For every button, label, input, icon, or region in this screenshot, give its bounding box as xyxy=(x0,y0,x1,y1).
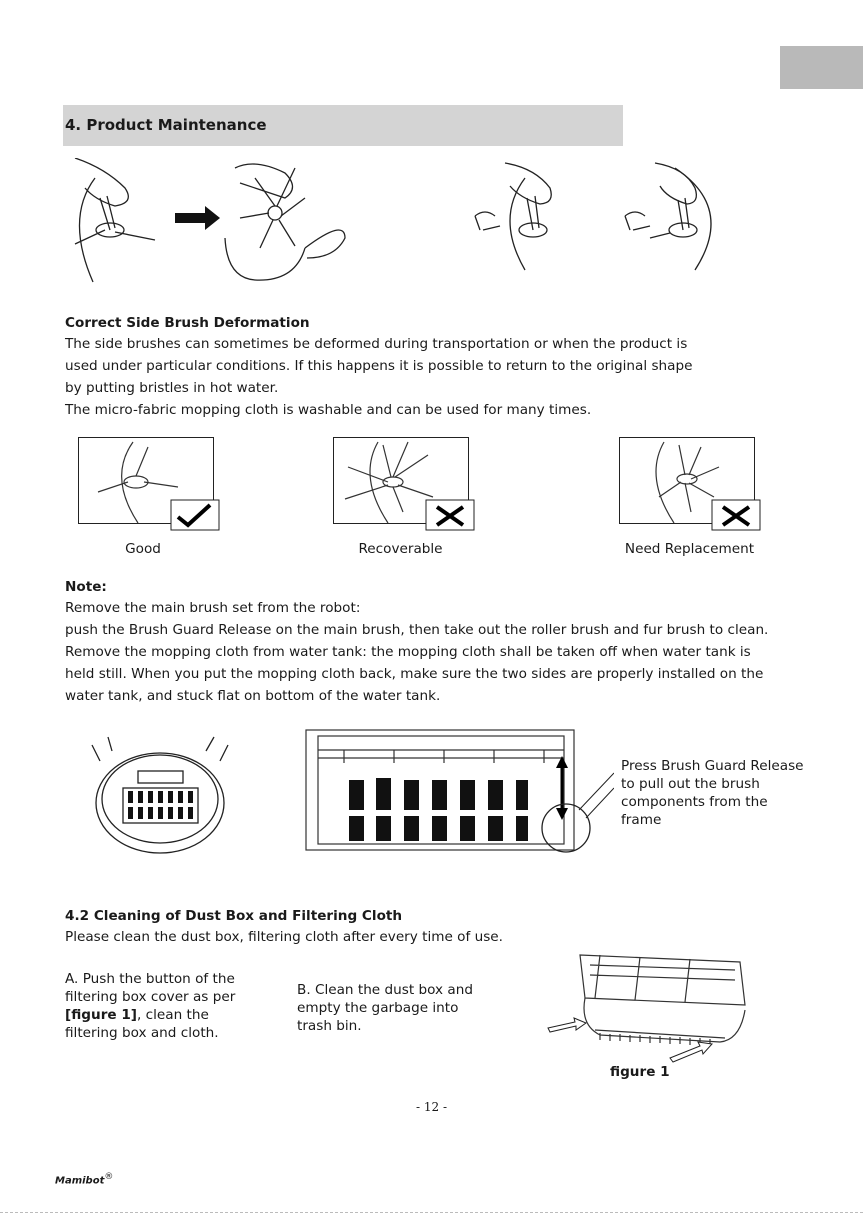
brand-name: Mamibot xyxy=(55,1175,105,1187)
condition-good-panel xyxy=(78,437,248,532)
page-tab-marker xyxy=(780,46,863,89)
note-line-5: water tank, and stuck flat on bottom of the water tank. xyxy=(65,688,441,704)
registered-mark: ® xyxy=(104,1172,114,1182)
note-line-3: Remove the mopping cloth from water tank: the mopping cloth shall be taken off when water tank is xyxy=(65,644,751,660)
note-line-2: push the Brush Guard Release on the main brush, then take out the roller brush and fur brush to clean. xyxy=(65,622,769,638)
deformation-heading: Correct Side Brush Deformation xyxy=(65,315,310,331)
note-heading: Note: xyxy=(65,579,107,595)
deformation-line-2: used under particular conditions. If this happens it is possible to return to the original shape xyxy=(65,358,693,374)
deformation-line-4: The micro-fabric mopping cloth is washable and can be used for many times. xyxy=(65,402,592,418)
figure-reference: [figure 1] xyxy=(65,1007,138,1023)
step-a-line-4: filtering box and cloth. xyxy=(65,1025,219,1041)
figure-caption: figure 1 xyxy=(610,1064,670,1080)
dustbox-heading: 4.2 Cleaning of Dust Box and Filtering Cloth xyxy=(65,908,403,924)
callout-line-4: frame xyxy=(621,812,662,828)
main-brush-frame-illustration xyxy=(304,728,614,858)
step-a-text xyxy=(65,970,235,1042)
dustbox-intro: Please clean the dust box, filtering cloth after every time of use. xyxy=(65,929,503,945)
step-b-line-3: trash bin. xyxy=(297,1018,362,1034)
step-b-line-1: B. Clean the dust box and xyxy=(297,982,473,998)
note-line-4: held still. When you put the mopping cloth back, make sure the two sides are properly installed on the xyxy=(65,666,764,682)
callout-line-2: to pull out the brush xyxy=(621,776,760,792)
condition-replacement-label: Need Replacement xyxy=(624,541,755,557)
brush-guard-callout xyxy=(621,757,804,829)
condition-good-label: Good xyxy=(125,541,161,557)
step-b-line-2: empty the garbage into xyxy=(297,1000,459,1016)
callout-line-3: components from the xyxy=(621,794,768,810)
brand-logo xyxy=(55,1172,113,1186)
step-a-line-2: filtering box cover as per xyxy=(65,989,236,1005)
robot-underside-illustration xyxy=(88,733,238,858)
note-line-1: Remove the main brush set from the robot: xyxy=(65,600,361,616)
page-bottom-rule xyxy=(0,1212,863,1213)
step-b-text xyxy=(297,981,473,1035)
step-a-line-1: A. Push the button of the xyxy=(65,971,235,987)
condition-recoverable-panel xyxy=(333,437,503,532)
callout-line-1: Press Brush Guard Release xyxy=(621,758,804,774)
condition-recoverable-label: Recoverable xyxy=(358,541,443,557)
step-a-line-3-rest: , clean the xyxy=(137,1007,209,1023)
dust-box-illustration xyxy=(540,950,760,1065)
condition-replacement-panel xyxy=(619,437,789,532)
step-a-line-3 xyxy=(65,1006,235,1024)
page-number: - 12 - xyxy=(415,1100,447,1114)
side-brush-removal-illustration xyxy=(55,158,735,286)
deformation-line-1: The side brushes can sometimes be deformed during transportation or when the product is xyxy=(65,336,688,352)
section-header xyxy=(63,105,623,146)
deformation-line-3: by putting bristles in hot water. xyxy=(65,380,279,396)
section-title: 4. Product Maintenance xyxy=(65,116,267,134)
